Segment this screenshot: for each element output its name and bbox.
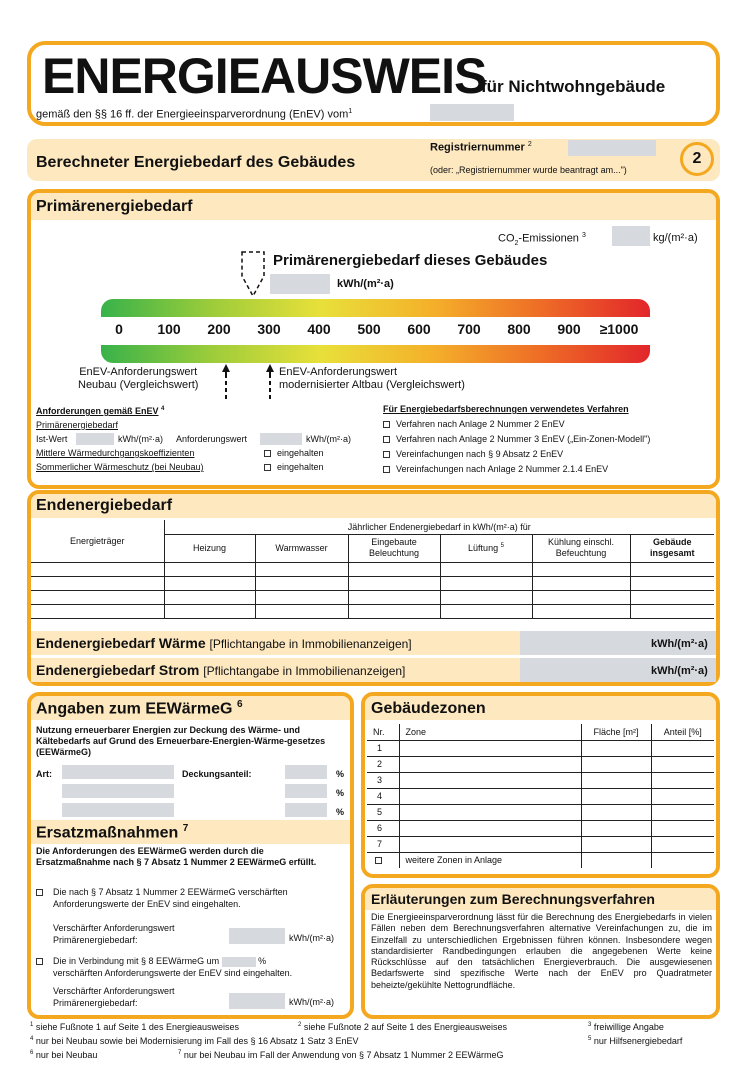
table-row[interactable]: 7	[367, 836, 714, 852]
ersatz-opt1: Die nach § 7 Absatz 1 Nummer 2 EEWärmeG verschärften Anforderungswerte der EnEV sind eingehalten.	[53, 887, 288, 909]
req-u-checkbox[interactable]	[264, 450, 271, 457]
req-ist-field[interactable]	[76, 433, 114, 445]
eew-art-label: Art:	[36, 769, 52, 779]
eew-share-field[interactable]	[285, 803, 327, 817]
scale-tick-label: 600	[407, 321, 431, 337]
req-ist-row: Ist-Wert kWh/(m²·a) Anforderungswert kWh/(m²·a)	[36, 434, 351, 444]
document-title: ENERGIEAUSWEIS	[42, 48, 487, 104]
ref-new-arrow-icon	[220, 362, 232, 402]
scale-tick-label: 400	[307, 321, 331, 337]
heat-unit: kWh/(m²·a)	[651, 638, 708, 650]
zones-col-zone: Zone	[399, 724, 581, 740]
scale-tick-label: 700	[457, 321, 481, 337]
scale-tick-label: 500	[357, 321, 381, 337]
req-anf-field[interactable]	[260, 433, 302, 445]
ersatz-sharp1-label: Verschärfter Anforderungswert Primärenergiebedarf:	[53, 923, 175, 945]
method-option[interactable]: Verfahren nach Anlage 2 Nummer 2 EnEV	[383, 417, 713, 432]
footnote-7: $^7$ nur bei Neubau im Fall der Anwendung von § 7 Absatz 1 Nummer 2 EEWärmeG	[178, 1050, 504, 1060]
page-number-badge: 2	[680, 142, 714, 176]
zones-more-checkbox[interactable]	[375, 857, 382, 864]
eew-pct: %	[336, 788, 345, 798]
method-checkbox[interactable]	[383, 466, 390, 473]
zones-col-share: Anteil [%]	[651, 724, 714, 740]
footnote-3: $^3$ freiwillige Angabe	[588, 1022, 664, 1032]
method-block	[383, 402, 713, 477]
ersatz-opt1-checkbox[interactable]	[36, 889, 43, 896]
ersatz-sharp2-field[interactable]	[229, 993, 285, 1009]
zones-heading: Gebäudezonen	[371, 700, 486, 717]
table-row[interactable]: 4	[367, 788, 714, 804]
zones-more-row[interactable]: weitere Zonen in Anlage	[367, 852, 714, 868]
explain-heading: Erläuterungen zum Berechnungsverfahren	[371, 891, 655, 907]
req-u-row: Mittlere Wärmedurchgangskoeffizienten eingehalten	[36, 448, 324, 458]
power-label: Endenergiebedarf Strom [Pflichtangabe in Immobilienanzeigen]	[36, 662, 406, 678]
eew-heading: Angaben zum EEWärmeG $^6$	[36, 699, 243, 718]
footnote-1: $^1$ siehe Fußnote 1 auf Seite 1 des Energieausweises	[30, 1022, 239, 1032]
eew-share-field[interactable]	[285, 765, 327, 779]
eew-intro: Nutzung erneuerbarer Energien zur Deckung des Wärme- und Kältebedarfs auf Grund des Erneuerbare-Energien-Wärme-gesetzes (EEWärmeG)	[36, 725, 326, 757]
table-row[interactable]: 2	[367, 756, 714, 772]
eew-art-field[interactable]	[62, 784, 174, 798]
table-row[interactable]: 3	[367, 772, 714, 788]
zones-col-area: Fläche [m²]	[581, 724, 651, 740]
eew-pct: %	[336, 807, 345, 817]
heat-label: Endenergiebedarf Wärme [Pflichtangabe in Immobilienanzeigen]	[36, 635, 412, 651]
requirements-block	[36, 402, 366, 474]
scale-ticks	[0, 321, 746, 341]
scale-tick-label: 100	[157, 321, 181, 337]
method-checkbox[interactable]	[383, 421, 390, 428]
table-row[interactable]	[31, 604, 714, 618]
scale-tick-label: 300	[257, 321, 281, 337]
building-value-field[interactable]	[270, 274, 330, 294]
power-unit: kWh/(m²·a)	[651, 665, 708, 677]
table-row[interactable]	[31, 562, 714, 576]
table-row[interactable]	[31, 576, 714, 590]
table-row[interactable]: 5	[367, 804, 714, 820]
method-option[interactable]: Vereinfachungen nach § 9 Absatz 2 EnEV	[383, 447, 713, 462]
final-heading: Endenergiebedarf	[36, 497, 173, 514]
scale-tick-label: 0	[115, 321, 123, 337]
ref-old-arrow-icon	[264, 362, 276, 402]
footnote-6: $^6$ nur bei Neubau	[30, 1050, 98, 1060]
ersatz-intro: Die Anforderungen des EEWärmeG werden durch die Ersatzmaßnahme nach § 7 Absatz 1 Nummer 2 EEWärmeG erfüllt.	[36, 846, 317, 867]
ersatz-opt2: Die in Verbindung mit § 8 EEWärmeG um % verschärften Anforderungswerte der EnEV sind eingehalten.	[53, 956, 293, 978]
primary-heading: Primärenergiebedarf	[36, 198, 193, 215]
eew-share-label: Deckungsanteil:	[182, 769, 252, 779]
req-primary: Primärenergiebedarf	[36, 420, 119, 430]
req-heading: Anforderungen gemäß EnEV $^4$	[36, 406, 165, 416]
ersatz-sharp2-unit: kWh/(m²·a)	[289, 997, 334, 1007]
footnote-5: $^5$ nur Hilfsenergiebedarf	[588, 1036, 683, 1046]
footnote-2: $^2$ siehe Fußnote 2 auf Seite 1 des Energieausweises	[298, 1022, 507, 1032]
final-table	[31, 520, 714, 619]
method-checkbox[interactable]	[383, 451, 390, 458]
reg-number-field[interactable]	[568, 140, 656, 156]
method-heading: Für Energiebedarfsberechnungen verwendetes Verfahren	[383, 404, 629, 414]
ersatz-opt2-checkbox[interactable]	[36, 958, 43, 965]
ersatz-heading: Ersatzmaßnahmen $^7$	[36, 823, 189, 842]
co2-field[interactable]	[612, 226, 650, 246]
ref-old-label: EnEV-Anforderungswert modernisierter Altbau (Vergleichswert)	[279, 366, 465, 391]
req-summer-checkbox[interactable]	[264, 464, 271, 471]
col-lighting: Eingebaute Beleuchtung	[348, 534, 440, 562]
table-caption: Jährlicher Endenergiebedarf in kWh/(m²·a) für	[164, 520, 714, 534]
table-row[interactable]	[31, 590, 714, 604]
table-row[interactable]: 1	[367, 740, 714, 756]
co2-label: $CO_2$-Emissionen $^3$	[498, 232, 586, 247]
col-ventilation: Lüftung $^5$	[440, 534, 532, 562]
col-hotwater: Warmwasser	[255, 534, 348, 562]
building-value-unit: kWh/(m²·a)	[337, 278, 394, 290]
explain-text: Die Energieeinsparverordnung lässt für die Berechnung des Energiebedarfs in vielen Fällen neben dem Berechnungsverfahren alternative Vereinfachungen zu, die im Einzelfall zu unterschiedlichen Ergebnissen führen können. Insbesondere wegen standardisierter Randbedingungen erlauben die angegebenen Werte keine Rückschlüsse auf den tatsächlichen Energieverbrauch. Die ausgewiesenen Bedarfswerte sind spezifische Werte nach der EnEV pro Quadratmeter beheizte/gekühlte Nettogrundfläche.	[371, 912, 712, 990]
reg-label: Registriernummer $^2$	[430, 141, 532, 154]
eew-share-field[interactable]	[285, 784, 327, 798]
ersatz-sharp2-label: Verschärfter Anforderungswert Primärenergiebedarf:	[53, 986, 175, 1008]
ersatz-sharp1-field[interactable]	[229, 928, 285, 944]
scale-tick-label: 800	[507, 321, 531, 337]
eew-pct: %	[336, 769, 345, 779]
method-option[interactable]: Vereinfachungen nach Anlage 2 Nummer 2.1.4 EnEV	[383, 462, 713, 477]
scale-tick-label: 900	[557, 321, 581, 337]
req-summer-row: Sommerlicher Wärmeschutz (bei Neubau) eingehalten	[36, 462, 324, 472]
table-row[interactable]: 6	[367, 820, 714, 836]
zones-table	[367, 724, 714, 868]
scale-tick-label: ≥1000	[599, 321, 639, 337]
co2-unit: kg/(m²·a)	[653, 232, 698, 244]
eew-art-field[interactable]	[62, 803, 174, 817]
ref-new-label: EnEV-Anforderungswert Neubau (Vergleichswert)	[78, 366, 199, 391]
building-marker-icon	[236, 250, 270, 300]
col-carrier: Energieträger	[31, 520, 164, 562]
eew-art-field[interactable]	[62, 765, 174, 779]
date-field[interactable]	[430, 104, 514, 121]
ersatz-sharp1-unit: kWh/(m²·a)	[289, 933, 334, 943]
ersatz-opt2-pct-field[interactable]	[222, 957, 256, 967]
reg-note: (oder: „Registriernummer wurde beantragt am...")	[430, 165, 627, 175]
building-value-label: Primärenergiebedarf dieses Gebäudes	[273, 252, 548, 269]
scale-tick-label: 200	[207, 321, 231, 337]
zones-col-nr: Nr.	[367, 724, 399, 740]
method-option[interactable]: Verfahren nach Anlage 2 Nummer 3 EnEV („Ein-Zonen-Modell")	[383, 432, 713, 447]
document-subtitle: für Nichtwohngebäude	[481, 77, 666, 96]
col-heating: Heizung	[164, 534, 255, 562]
section-title: Berechneter Energiebedarf des Gebäudes	[36, 154, 356, 171]
col-cooling: Kühlung einschl. Befeuchtung	[532, 534, 630, 562]
footnote-4: $^4$ nur bei Neubau sowie bei Modernisierung im Fall des § 16 Absatz 1 Satz 3 EnEV	[30, 1036, 359, 1046]
col-total: Gebäude insgesamt	[630, 534, 714, 562]
legal-line: gemäß den §§ 16 ff. der Energieeinsparverordnung (EnEV) vom$^1$	[36, 108, 353, 121]
method-checkbox[interactable]	[383, 436, 390, 443]
